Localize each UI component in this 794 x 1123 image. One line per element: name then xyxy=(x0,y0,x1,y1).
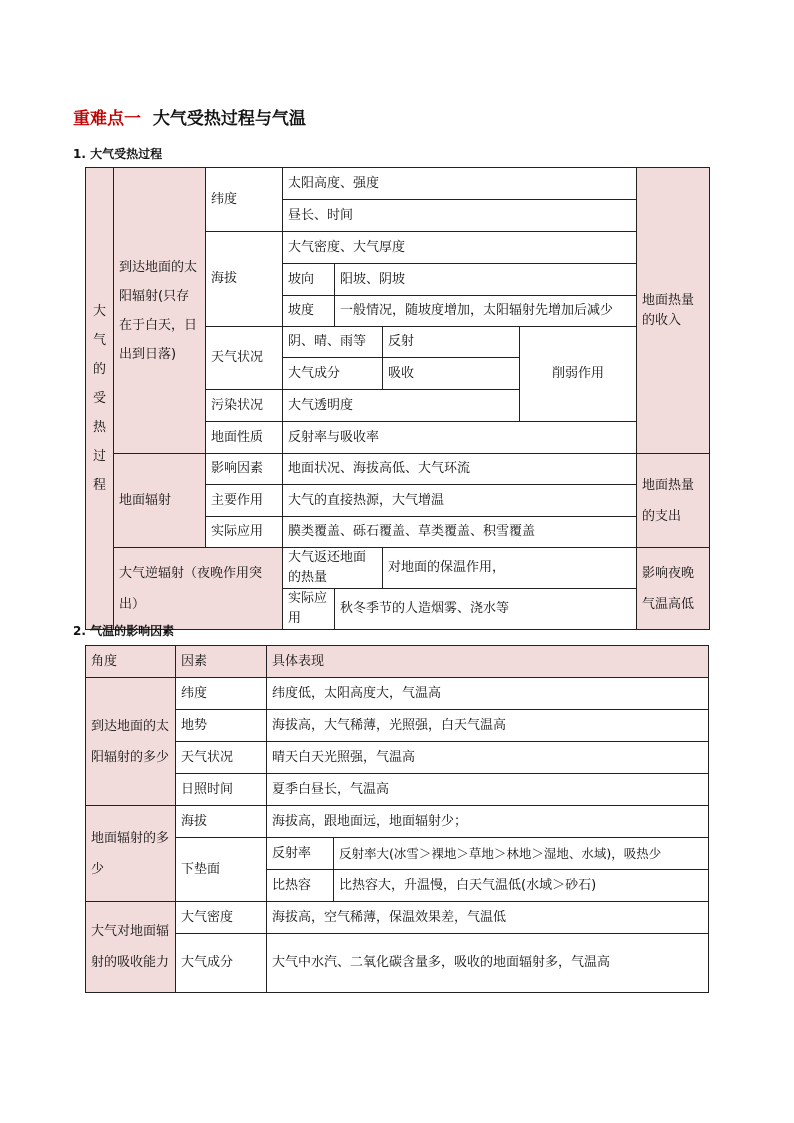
heating-process-table xyxy=(85,167,710,630)
counter-row-2-a: 实际应用 xyxy=(283,589,335,630)
factor-underlay: 下垫面 xyxy=(176,838,267,902)
factor-value: 海拔高，空气稀薄，保温效果差，气温低 xyxy=(267,902,709,934)
side-char: 大 xyxy=(92,304,106,319)
side-label-cell xyxy=(86,168,114,630)
solar-group-label: 到达地面的太阳辐射的多少 xyxy=(86,678,176,806)
side-char: 的 xyxy=(92,362,106,377)
underlay-value: 比热容大，升温慢，白天气温低(水域＞砂石) xyxy=(334,870,709,902)
ground-heat-expense: 地面热量的支出 xyxy=(637,454,710,548)
side-char: 热 xyxy=(92,420,106,435)
weather-row-1-a: 阴、晴、雨等 xyxy=(283,327,383,358)
factor-value: 海拔高，跟地面远，地面辐射少； xyxy=(267,806,709,838)
factor-latitude: 纬度 xyxy=(206,168,283,232)
weather-row-1-b: 反射 xyxy=(383,327,520,358)
factor-key: 日照时间 xyxy=(176,774,267,806)
side-char: 气 xyxy=(92,333,106,348)
ground-row-value: 大气的直接热源，大气增温 xyxy=(283,485,637,517)
header-factor: 因素 xyxy=(176,646,267,678)
slope-direction-value: 阳坡、阴坡 xyxy=(335,264,637,296)
slope-direction-label: 坡向 xyxy=(283,264,335,296)
side-char: 程 xyxy=(92,478,106,493)
underlay-key: 比热容 xyxy=(267,870,334,902)
ground-row-value: 地面状况、海拔高低、大气环流 xyxy=(283,454,637,485)
night-temperature-effect: 影响夜晚气温高低 xyxy=(637,548,710,630)
factor-value: 夏季白昼长，气温高 xyxy=(267,774,709,806)
section1-title: 1. 大气受热过程 xyxy=(73,147,163,161)
solar-radiation-label: 到达地面的太阳辐射(只存在于白天，日出到日落) xyxy=(114,168,206,454)
factor-altitude: 海拔 xyxy=(206,232,283,327)
underlay-key: 反射率 xyxy=(267,838,334,870)
factor-value: 纬度低，太阳高度大，气温高 xyxy=(267,678,709,710)
temperature-factors-table xyxy=(85,645,709,993)
pollution-value: 大气透明度 xyxy=(283,390,520,422)
underlay-value: 反射率大(冰雪＞裸地＞草地＞林地＞湿地、水域)，吸热少 xyxy=(334,838,709,870)
factor-value: 晴天白天光照强，气温高 xyxy=(267,742,709,774)
slope-degree-label: 坡度 xyxy=(283,296,335,327)
ground-row-value: 膜类覆盖、砾石覆盖、草类覆盖、积雪覆盖 xyxy=(283,517,637,548)
ground-row-key: 影响因素 xyxy=(206,454,283,485)
ground-row-key: 实际应用 xyxy=(206,517,283,548)
factor-key: 天气状况 xyxy=(176,742,267,774)
side-char: 受 xyxy=(92,391,106,406)
ground-radiation-label: 地面辐射 xyxy=(114,454,206,548)
ground-heat-income: 地面热量的收入 xyxy=(637,168,710,454)
factor-weather: 天气状况 xyxy=(206,327,283,390)
header-angle: 角度 xyxy=(86,646,176,678)
factor-key: 纬度 xyxy=(176,678,267,710)
factor-key: 大气成分 xyxy=(176,934,267,993)
weakening-effect: 削弱作用 xyxy=(520,327,637,422)
absorb-group-label: 大气对地面辐射的吸收能力 xyxy=(86,902,176,993)
title-text: 大气受热过程与气温 xyxy=(152,109,306,129)
factor-value: 海拔高，大气稀薄，光照强，白天气温高 xyxy=(267,710,709,742)
altitude-row-1: 大气密度、大气厚度 xyxy=(283,232,637,264)
title-prefix: 重难点一 xyxy=(73,109,141,129)
ground-row-key: 主要作用 xyxy=(206,485,283,517)
ground-group-label: 地面辐射的多少 xyxy=(86,806,176,902)
weather-row-2-b: 吸收 xyxy=(383,358,520,390)
factor-key: 海拔 xyxy=(176,806,267,838)
surface-value: 反射率与吸收率 xyxy=(283,422,637,454)
section2-title: 2. 气温的影响因素 xyxy=(73,624,175,638)
factor-pollution: 污染状况 xyxy=(206,390,283,422)
latitude-row-1: 太阳高度、强度 xyxy=(283,168,637,200)
side-char: 过 xyxy=(92,449,106,464)
counter-row-1-b: 对地面的保温作用， xyxy=(383,548,637,589)
factor-value: 大气中水汽、二氧化碳含量多，吸收的地面辐射多，气温高 xyxy=(267,934,709,993)
factor-key: 地势 xyxy=(176,710,267,742)
factor-surface: 地面性质 xyxy=(206,422,283,454)
counter-row-1-a: 大气返还地面的热量 xyxy=(283,548,383,589)
weather-row-2-a: 大气成分 xyxy=(283,358,383,390)
page-title xyxy=(73,104,306,129)
header-detail: 具体表现 xyxy=(267,646,709,678)
counter-radiation-label: 大气逆辐射（夜晚作用突出） xyxy=(114,548,283,630)
slope-degree-value: 一般情况，随坡度增加，太阳辐射先增加后减少 xyxy=(335,296,637,327)
latitude-row-2: 昼长、时间 xyxy=(283,200,637,232)
counter-row-2-b: 秋冬季节的人造烟雾、浇水等 xyxy=(335,589,637,630)
factor-key: 大气密度 xyxy=(176,902,267,934)
